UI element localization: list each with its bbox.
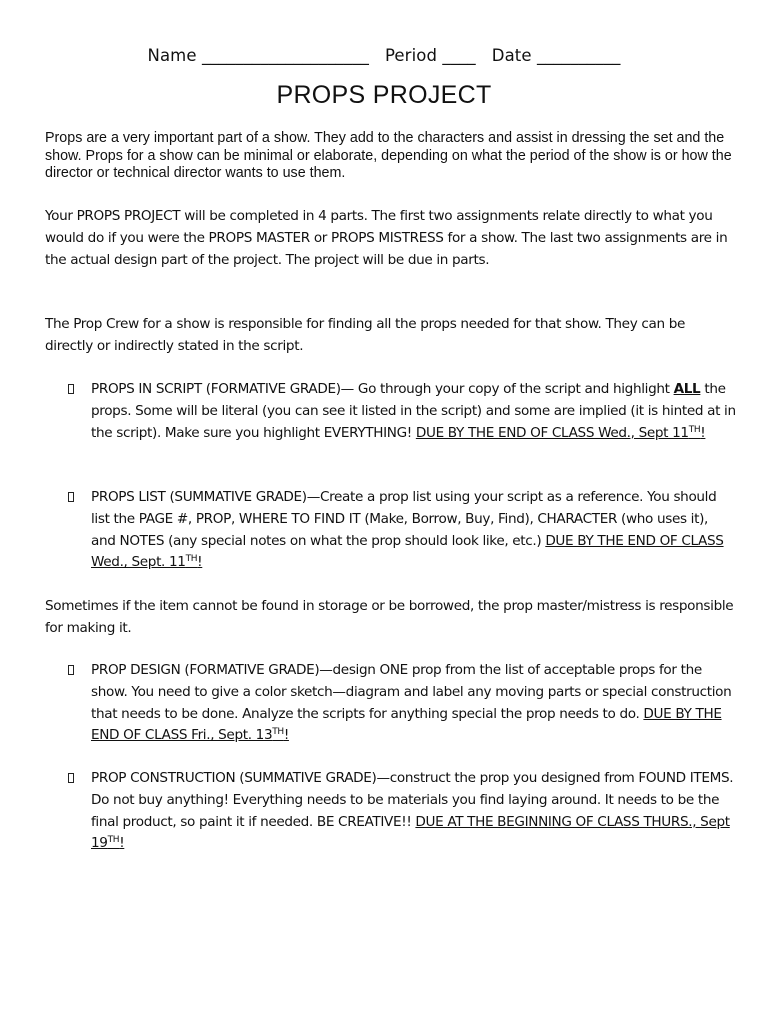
bullet-box-icon xyxy=(68,384,74,394)
header-line xyxy=(0,46,768,65)
bullet-text: PROPS LIST (SUMMATIVE GRADE)—Create a prop list using your script as a reference. You should list the PAGE #, PROP, WHERE TO FIND IT (Make, Borrow, Buy, Find), CHARACTER (who uses it), and NOTES (any special notes on what the prop should look like, etc.) DUE BY THE END OF CLASS Wed., Sept. 11TH! xyxy=(91,489,724,571)
bullet-text: PROP CONSTRUCTION (SUMMATIVE GRADE)—construct the prop you designed from FOUND ITEMS. Do not buy anything! Everything needs to be materials you find laying around. It needs to be the final product, so paint it if needed. BE CREATIVE!! DUE AT THE BEGINNING OF CLASS THURS., Sept 19TH! xyxy=(91,770,734,852)
bullet-prop-design xyxy=(68,660,736,747)
bullet-box-icon xyxy=(68,773,74,783)
bullet-text: PROP DESIGN (FORMATIVE GRADE)—design ONE prop from the list of acceptable props for the show. You need to give a color sketch—diagram and label any moving parts or special construction that needs to be done. Analyze the scripts for anything special the prop needs to do. DUE BY THE END OF CLASS Fri., Sept. 13TH! xyxy=(91,662,732,744)
project-paragraph: Your PROPS PROJECT will be completed in 4 parts. The first two assignments relate directly to what you would do if you were the PROPS MASTER or PROPS MISTRESS for a show. The last two assignments are in the actual design part of the project. The project will be due in parts. xyxy=(45,208,728,268)
name-field[interactable]: Name ____________________ xyxy=(147,46,369,65)
due-date: DUE BY THE END OF CLASS Wed., Sept. 11TH! xyxy=(91,532,724,571)
bullet-text: PROPS IN SCRIPT (FORMATIVE GRADE)— Go through your copy of the script and highlight ALL the props. Some will be literal (you can see it listed in the script) and some are implied (it is hinted at in the script). Make sure you highlight EVERYTHING! DUE BY THE END OF CLASS Wed., Sept 11TH! xyxy=(91,381,736,441)
due-date: DUE AT THE BEGINNING OF CLASS THURS., Sept 19TH! xyxy=(91,813,730,852)
bullet-prop-construction xyxy=(68,768,736,855)
storage-paragraph: Sometimes if the item cannot be found in storage or be borrowed, the prop master/mistress is responsible for making it. xyxy=(45,598,734,636)
due-date: DUE BY THE END OF CLASS Wed., Sept 11TH! xyxy=(415,424,706,441)
crew-paragraph: The Prop Crew for a show is responsible for finding all the props needed for that show. They can be directly or indirectly stated in the script. xyxy=(45,316,685,354)
emphasis-all: ALL xyxy=(673,381,701,397)
bullet-box-icon xyxy=(68,492,74,502)
bullet-props-in-script xyxy=(68,379,736,444)
bullet-box-icon xyxy=(68,665,74,675)
date-field[interactable]: Date __________ xyxy=(491,46,621,65)
intro-paragraph: Props are a very important part of a show. They add to the characters and assist in dressing the set and the show. Props for a show can be minimal or elaborate, depending on what the period of the show is or how the director or technical director wants to use them. xyxy=(45,130,732,181)
due-date: DUE BY THE END OF CLASS Fri., Sept. 13TH! xyxy=(91,705,722,744)
period-field[interactable]: Period ____ xyxy=(384,46,476,65)
page-title: PROPS PROJECT xyxy=(276,81,492,109)
bullet-props-list xyxy=(68,487,736,574)
